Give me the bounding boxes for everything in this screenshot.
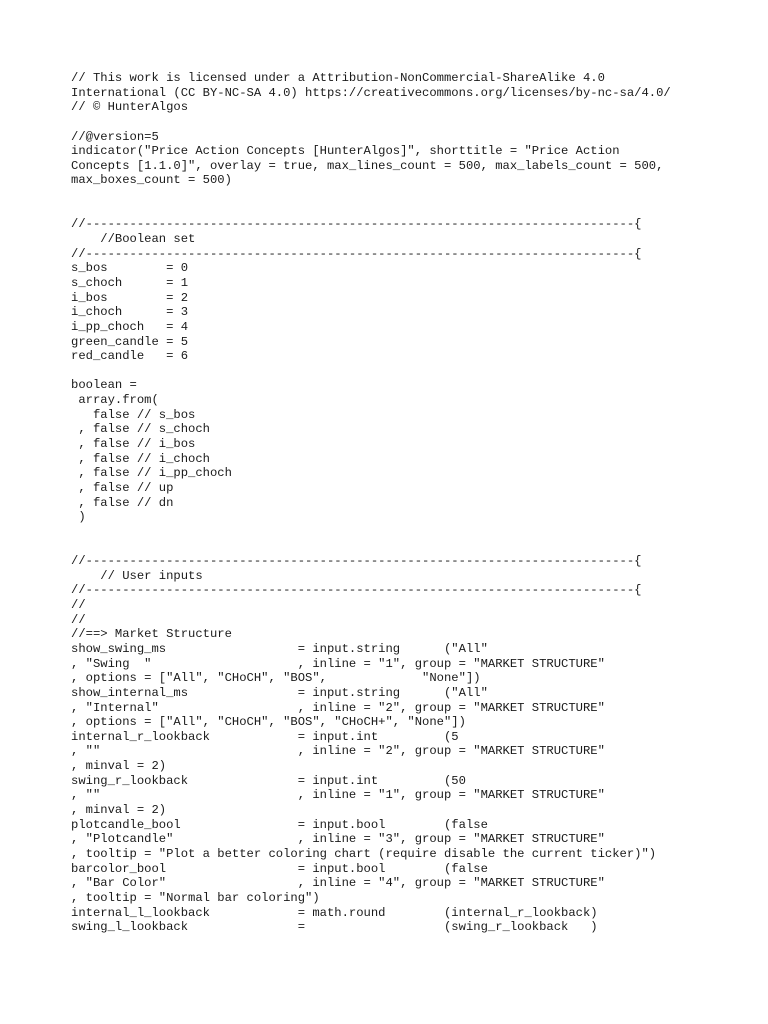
code-line: barcolor_bool = input.bool (false xyxy=(71,861,488,876)
code-line: , "Bar Color" , inline = "4", group = "MARKET STRUCTURE" xyxy=(71,876,605,891)
code-line: s_choch = 1 xyxy=(71,275,189,290)
code-line: , "Plotcandle" , inline = "3", group = "MARKET STRUCTURE" xyxy=(71,832,605,847)
code-line: , minval = 2) xyxy=(71,759,167,774)
code-line: // This work is licensed under a Attribution-NonCommercial-ShareAlike 4.0 xyxy=(71,71,605,85)
code-line xyxy=(71,364,751,379)
code-line: show_swing_ms = input.string ("All" xyxy=(71,641,488,656)
code-line: , options = ["All", "CHoCH", "BOS", "None"]) xyxy=(71,671,481,686)
code-line: green_candle = 5 xyxy=(71,334,189,349)
code-line: , "Swing " , inline = "1", group = "MARKET STRUCTURE" xyxy=(71,656,605,671)
code-line: , minval = 2) xyxy=(71,803,167,818)
code-line: i_choch = 3 xyxy=(71,305,189,320)
code-line: // xyxy=(71,598,86,613)
code-line: //---------------------------------------------------------------------------{ xyxy=(71,554,642,569)
code-line: ) xyxy=(71,510,86,525)
code-line: swing_l_lookback = (swing_r_lookback ) xyxy=(71,920,598,935)
code-line: , false // i_pp_choch xyxy=(71,466,232,481)
code-line: // © HunterAlgos xyxy=(71,100,189,115)
code-line: boolean = xyxy=(71,378,137,393)
code-line: , false // up xyxy=(71,480,174,495)
code-line: indicator("Price Action Concepts [HunterAlgos]", shorttitle = "Price Action xyxy=(71,144,620,159)
code-line xyxy=(71,188,751,203)
code-line xyxy=(71,540,751,555)
code-block xyxy=(71,71,751,935)
code-line xyxy=(71,115,751,130)
code-line: //---------------------------------------------------------------------------{ xyxy=(71,246,642,261)
code-line: i_bos = 2 xyxy=(71,290,189,305)
code-line: International (CC BY-NC-SA 4.0) https://creativecommons.org/licenses/by-nc-sa/4.0/ xyxy=(71,85,671,100)
code-line: s_bos = 0 xyxy=(71,261,189,276)
code-line xyxy=(71,525,751,540)
code-line: , "Internal" , inline = "2", group = "MARKET STRUCTURE" xyxy=(71,700,605,715)
document-page xyxy=(71,71,751,935)
code-line: red_candle = 6 xyxy=(71,349,189,364)
code-line xyxy=(71,203,751,218)
code-line: Concepts [1.1.0]", overlay = true, max_lines_count = 500, max_labels_count = 500, xyxy=(71,158,664,173)
code-line: //==> Market Structure xyxy=(71,627,232,642)
code-line: plotcandle_bool = input.bool (false xyxy=(71,817,488,832)
code-line: //---------------------------------------------------------------------------{ xyxy=(71,583,642,598)
code-line: , false // i_choch xyxy=(71,451,210,466)
code-line: i_pp_choch = 4 xyxy=(71,319,189,334)
code-line: //Boolean set xyxy=(71,232,196,247)
code-line: false // s_bos xyxy=(71,407,196,422)
code-line: internal_l_lookback = math.round (internal_r_lookback) xyxy=(71,905,598,920)
code-line: , "" , inline = "2", group = "MARKET STRUCTURE" xyxy=(71,744,605,759)
code-line: , false // dn xyxy=(71,495,174,510)
code-line: , false // s_choch xyxy=(71,422,210,437)
code-line: , false // i_bos xyxy=(71,437,196,452)
code-line: // xyxy=(71,612,86,627)
code-line: //---------------------------------------------------------------------------{ xyxy=(71,217,642,232)
code-line: , "" , inline = "1", group = "MARKET STRUCTURE" xyxy=(71,788,605,803)
code-line: , tooltip = "Normal bar coloring") xyxy=(71,890,320,905)
code-line: , tooltip = "Plot a better coloring chart (require disable the current ticker)") xyxy=(71,846,657,861)
code-line: //@version=5 xyxy=(71,129,159,144)
code-line: show_internal_ms = input.string ("All" xyxy=(71,685,488,700)
code-line: // User inputs xyxy=(71,568,203,583)
code-line: swing_r_lookback = input.int (50 xyxy=(71,773,466,788)
code-line: internal_r_lookback = input.int (5 xyxy=(71,729,459,744)
code-line: max_boxes_count = 500) xyxy=(71,173,232,188)
code-line: array.from( xyxy=(71,393,159,408)
code-line: , options = ["All", "CHoCH", "BOS", "CHoCH+", "None"]) xyxy=(71,715,466,730)
